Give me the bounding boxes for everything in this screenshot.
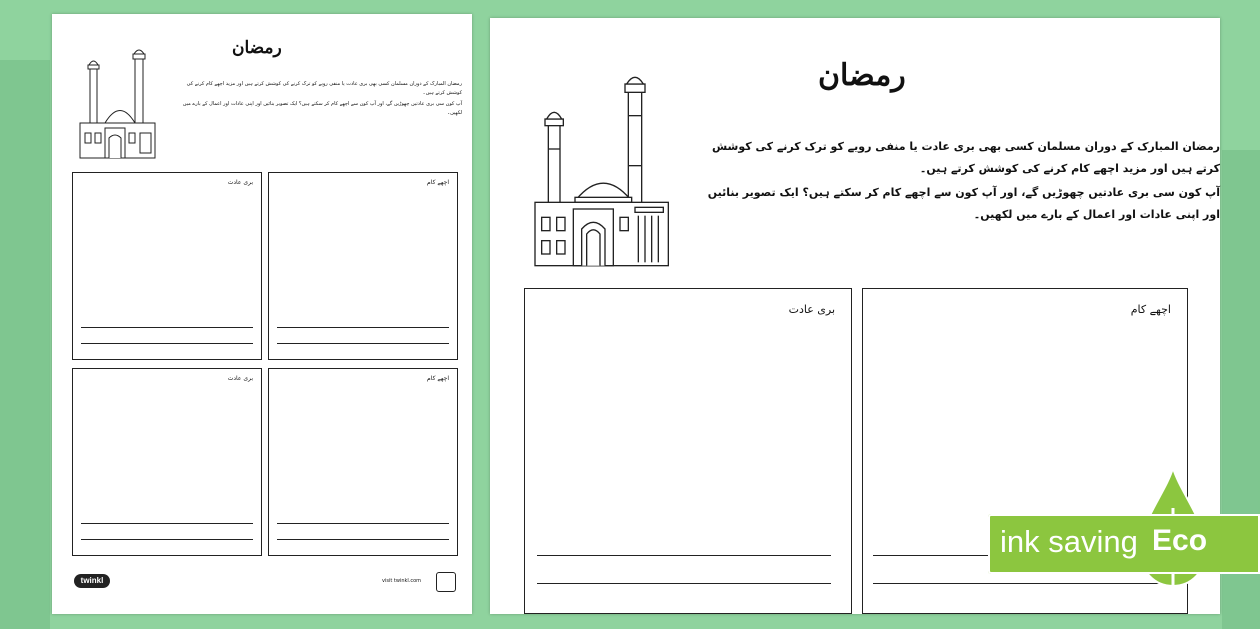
instructions-text — [172, 80, 462, 120]
good-deed-box — [268, 172, 458, 360]
good-deed-box — [268, 368, 458, 556]
page-title: رمضان — [818, 58, 906, 93]
mosque-illustration — [70, 48, 160, 160]
mosque-illustration — [520, 74, 670, 269]
writing-line — [81, 327, 253, 328]
twinkl-logo: twinkl — [74, 574, 110, 588]
instructions-paragraph-1: رمضان المبارک کے دوران مسلمان کسی بھی بری عادت یا منفی رویے کو ترک کرنے کی کوشش کرتے ہیں اور مزید اچھے کام کرنے کی کوشش کرتے ہیں۔ — [712, 140, 1220, 175]
writing-line — [277, 327, 449, 328]
bad-habit-box — [72, 172, 262, 360]
bad-habit-box — [72, 368, 262, 556]
writing-line — [81, 523, 253, 524]
footer-url: visit twinkl.com — [382, 578, 422, 584]
instructions-paragraph-2: آپ کون سی بری عادتیں چھوڑیں گے، اور آپ کون سے اچھے کام کر سکتے ہیں؟ ایک تصویر بنائیں اور اپنی عادات اور اعمال کے بارے میں لکھیں۔ — [707, 186, 1220, 221]
writing-line — [537, 555, 831, 556]
worksheet-preview-small — [52, 14, 472, 614]
background-tower-left — [0, 60, 50, 629]
writing-line — [277, 539, 449, 540]
writing-line — [277, 523, 449, 524]
writing-line — [81, 343, 253, 344]
instructions-text — [700, 136, 1220, 228]
instructions-paragraph-1: رمضان المبارک کے دوران مسلمان کسی بھی بری عادت یا منفی رویے کو ترک کرنے کی کوشش کرتے ہیں اور مزید اچھے کام کرنے کی کوشش کرتے ہیں۔ — [186, 81, 462, 96]
writing-line — [277, 343, 449, 344]
bad-habit-label: بری عادت — [788, 303, 835, 316]
good-deed-label: اچھے کام — [1130, 303, 1171, 316]
writing-line — [81, 539, 253, 540]
page-title: رمضان — [232, 38, 282, 58]
bad-habit-label: بری عادت — [227, 179, 253, 186]
ink-saving-eco-badge — [988, 468, 1260, 598]
footer-badge-icon — [436, 572, 456, 592]
eco-label: Eco — [1152, 524, 1208, 557]
bad-habit-label: بری عادت — [227, 375, 253, 382]
bad-habit-box — [524, 288, 852, 614]
ink-saving-label: ink saving — [1000, 524, 1138, 559]
instructions-paragraph-2: آپ کون سی بری عادتیں چھوڑیں گے، اور آپ کون سے اچھے کام کر سکتے ہیں؟ ایک تصویر بنائیں اور اپنی عادات اور اعمال کے بارے میں لکھیں۔ — [182, 101, 462, 116]
good-deed-label: اچھے کام — [427, 179, 449, 186]
good-deed-label: اچھے کام — [427, 375, 449, 382]
writing-line — [537, 583, 831, 584]
